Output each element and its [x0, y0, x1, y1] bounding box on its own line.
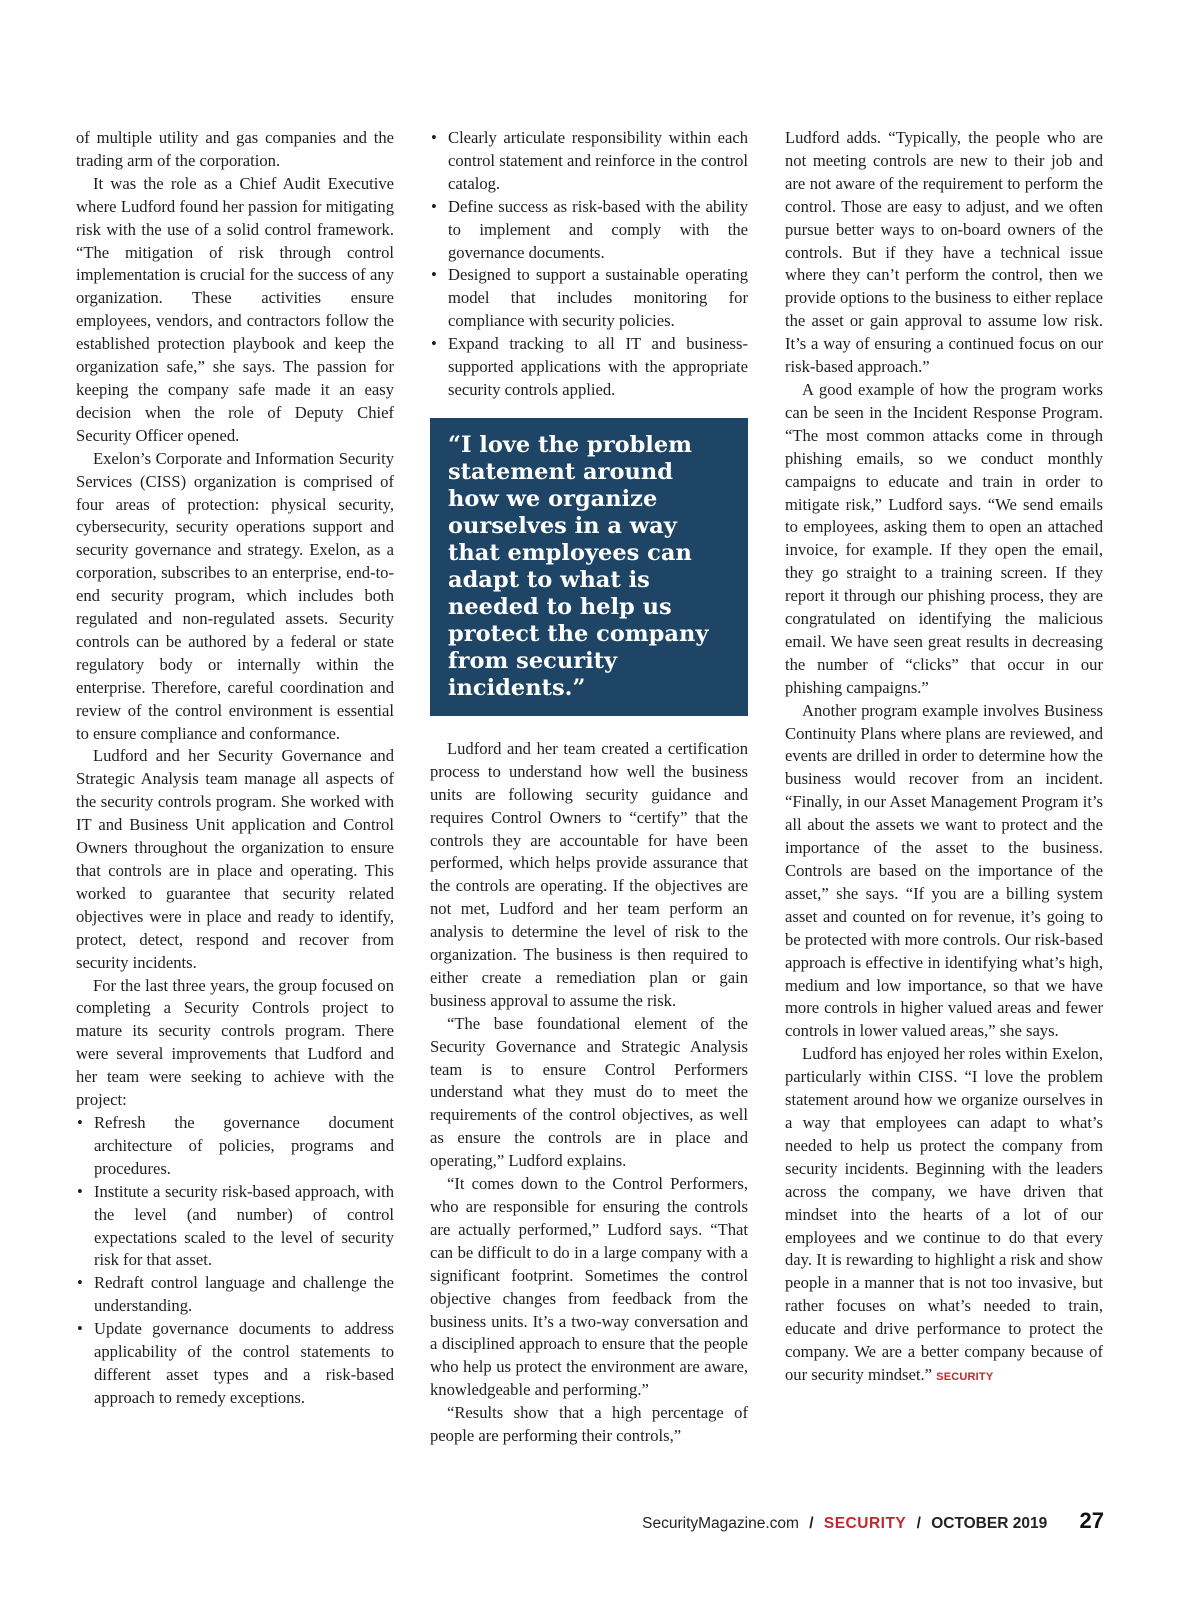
list-item: • Define success as risk-based with the ability to implement and comply with the governance documents.	[430, 196, 748, 265]
body-paragraph: “It comes down to the Control Performers, who are responsible for ensuring the controls are actually performed,” Ludford says. “That can be difficult to do in a large company with a significant footprint. Sometimes the control objective changes from feedback from the business units. It’s a two-way conversation and a disciplined approach to ensure that the people who help us protect the environment are aware, knowledgeable and performing.”	[430, 1174, 748, 1400]
body-paragraph: “The base foundational element of the Security Governance and Strategic Analysis team is to ensure Control Performers understand what they must do to meet the requirements of the control objectives, as well as ensure the controls are in place and operating,” Ludford explains.	[430, 1013, 748, 1171]
improvements-list-continued	[430, 127, 748, 402]
footer-separator: /	[809, 1515, 814, 1532]
footer-issue-date: OCTOBER 2019	[931, 1515, 1048, 1532]
body-paragraph	[785, 1043, 1103, 1389]
end-of-article-mark: SECURITY	[936, 1370, 994, 1383]
body-paragraph: Ludford and her team created a certification process to understand how well the business units are following security guidance and requires Control Owners to “certify” that the controls they are accountable for have been performed, which helps provide assurance that the controls are operating. If the objectives are not met, Ludford and her team perform an analysis to determine the level of risk to the organization. The business is then required to either create a remediation plan or gain business approval to assume the risk.	[430, 738, 748, 1010]
body-paragraph: Another program example involves Business Continuity Plans where plans are reviewed, and events are drilled in order to determine how the business would recover from an incident. “Finally, in our Asset Management Program it’s all about the assets we want to protect and the importance of the asset to the business. Controls are based on the importance of the asset,” she says. “If you are a billing system asset and counted on for revenue, it’s going to be protected with more controls. Our risk-based approach is effective in identifying what’s high, medium and low importance, so that we have more controls in higher valued areas and fewer controls in lower valued areas,” she says.	[785, 700, 1103, 1041]
column-1	[76, 127, 394, 1410]
page-number: 27	[1079, 1508, 1104, 1533]
body-paragraph: Ludford adds. “Typically, the people who are not meeting controls are new to their job and are not aware of the requirement to perform the control. Those are easy to adjust, and we often pursue better ways to on-board owners of the controls. But if they have a technical issue where they can’t perform the control, then we provide options to the business to either replace the asset or gain approval to assume low risk. It’s a way of ensuring a continued focus on our risk-based approach.”	[785, 128, 1103, 377]
body-paragraph: A good example of how the program works can be seen in the Incident Response Program. “The most common attacks come in through phishing emails, so we conduct monthly campaigns to educate and train in order to mitigate risk,” Ludford says. “We send emails to employees, asking them to open an attached invoice, for example. If they open the email, they go straight to a training screen. If they report it through our phishing process, they are congratulated on identifying the malicious email. We have seen great results in decreasing the number of “clicks” that occur in our phishing campaigns.”	[785, 379, 1103, 697]
list-item: • Update governance documents to address applicability of the control statements to different asset types and a risk-based approach to remedy exceptions.	[76, 1318, 394, 1410]
column-3	[785, 127, 1103, 1389]
list-item: • Redraft control language and challenge the understanding.	[76, 1272, 394, 1318]
improvements-list	[76, 1112, 394, 1410]
body-paragraph: Ludford and her Security Governance and Strategic Analysis team manage all aspects of the security controls program. She worked with IT and Business Unit application and Control Owners throughout the organization to ensure that controls are in place and operating. This worked to guarantee that security related objectives were in place and ready to identify, protect, detect, respond and recover from security incidents.	[76, 746, 394, 972]
column-2	[430, 127, 748, 1448]
closing-paragraph-text: Ludford has enjoyed her roles within Exelon, particularly within CISS. “I love the problem statement around how we organize ourselves in a way that employees can adapt to what’s needed to help us protect the company from security incidents. Beginning with the leaders across the company, we have driven that mindset into the hearts of a lot of our employees and we continue to do that every day. It is rewarding to highlight a risk and show people in a manner that is not too invasive, but rather focuses on what’s needed to train, educate and drive performance to protect the company. We are a better company because of our security mindset.”	[785, 1044, 1103, 1384]
pull-quote: “I love the problem statement around how we organize ourselves in a way that employees can adapt to what is needed to help us protect the company from security incidents.”	[430, 418, 748, 716]
body-paragraph: Exelon’s Corporate and Information Security Services (CISS) organization is comprised of four areas of protection: physical security, cybersecurity, security operations support and security governance and strategy. Exelon, as a corporation, subscribes to an enterprise, end-to-end security program, which includes both regulated and non-regulated assets. Security controls can be authored by a federal or state regulatory body or internally within the enterprise. Therefore, careful coordination and review of the control environment is essential to ensure compliance and conformance.	[76, 448, 394, 743]
list-item: • Institute a security risk-based approach, with the level (and number) of control expectations scaled to the level of security risk for that asset.	[76, 1181, 394, 1273]
footer-website: SecurityMagazine.com	[642, 1515, 799, 1532]
body-paragraph: of multiple utility and gas companies and the trading arm of the corporation.	[76, 128, 394, 170]
body-paragraph: For the last three years, the group focused on completing a Security Controls project to mature its security controls program. There were several improvements that Ludford and her team were seeking to achieve with the project:	[76, 975, 394, 1110]
list-item: • Expand tracking to all IT and business-supported applications with the appropriate security controls applied.	[430, 333, 748, 402]
footer-separator: /	[916, 1515, 921, 1532]
list-item: • Clearly articulate responsibility within each control statement and reinforce in the control catalog.	[430, 127, 748, 196]
list-item: • Designed to support a sustainable operating model that includes monitoring for compliance with security policies.	[430, 264, 748, 333]
footer-magazine-name: SECURITY	[823, 1515, 907, 1532]
body-paragraph: It was the role as a Chief Audit Executive where Ludford found her passion for mitigating risk with the use of a solid control framework. “The mitigation of risk through control implementation is crucial for the success of any organization. These activities ensure employees, vendors, and contractors follow the established protection playbook and keep the organization safe,” she says. The passion for keeping the company safe made it an easy decision when the role of Deputy Chief Security Officer opened.	[76, 173, 394, 445]
list-item: • Refresh the governance document architecture of policies, programs and procedures.	[76, 1112, 394, 1181]
page-footer	[0, 1508, 1104, 1534]
body-paragraph: “Results show that a high percentage of people are performing their controls,”	[430, 1403, 748, 1446]
